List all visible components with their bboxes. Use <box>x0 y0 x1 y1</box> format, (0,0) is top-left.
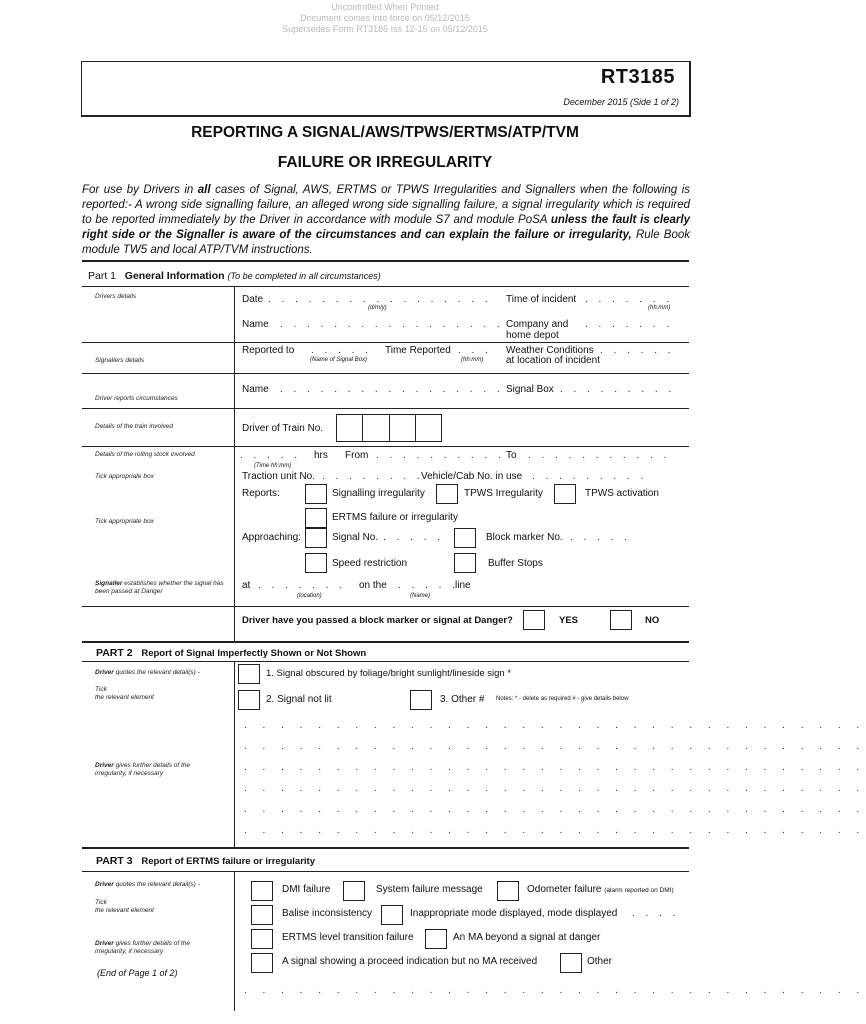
inappropriate-mode-checkbox[interactable] <box>381 905 403 925</box>
tpws-irregularity-checkbox[interactable] <box>436 484 458 504</box>
reported-to-label: Reported to <box>242 345 295 356</box>
form-code: RT3185 <box>600 66 675 88</box>
side-label-train-involved: Details of the train involved <box>95 423 174 430</box>
watermark-line-2: Document comes into force on 05/12/2015 <box>300 13 470 23</box>
time-of-incident-format: (hh:mm) <box>648 305 671 311</box>
tpws-irregularity-label: TPWS Irregularity <box>464 488 543 499</box>
driver-name-label: Name <box>242 319 269 330</box>
part2-details-line-2[interactable]: . . . . . . . . . . . . . . . . . . . . . . . . . . . . . . . . . . <box>244 741 866 752</box>
signal-box-label: Signal Box <box>506 384 554 395</box>
signalling-irregularity-checkbox[interactable] <box>305 484 327 504</box>
part2-details-line-3[interactable]: . . . . . . . . . . . . . . . . . . . . . . . . . . . . . . . . . . <box>244 762 866 773</box>
block-marker-field[interactable]: . . . . . <box>570 532 632 543</box>
side-label-rolling-stock: Details of the rolling stock involved <box>95 451 195 458</box>
part2-relevant-element: the relevant element <box>95 694 154 701</box>
side-label-drivers-details: Drivers details <box>95 293 137 300</box>
from-label: From <box>345 450 369 461</box>
part2-details-line-5[interactable]: . . . . . . . . . . . . . . . . . . . . . . . . . . . . . . . . . . <box>244 804 866 815</box>
reported-to-field[interactable]: . . . . . <box>311 345 373 356</box>
part2-bottom-rule <box>82 847 689 849</box>
part3-details-line-1[interactable]: . . . . . . . . . . . . . . . . . . . . . . . . . . . . . . . . . . <box>244 985 866 996</box>
time-reported-field[interactable]: . . . <box>458 345 492 356</box>
side-label-signaller-establishes: Signaller establishes whether the signal has been passed at Danger <box>95 580 224 595</box>
proceed-no-ma-label: A signal showing a proceed indication but no MA received <box>282 956 538 967</box>
company-field[interactable]: . . . . . . . <box>585 319 674 330</box>
passed-no-checkbox[interactable] <box>610 610 632 630</box>
signal-box-format: (Name of Signal Box) <box>310 357 368 363</box>
part2-driver-quotes: Driver quotes the relevant detail(s) - <box>95 669 200 676</box>
part1-rule-1 <box>82 342 689 343</box>
time-hrs-field[interactable]: . . . . . <box>240 450 302 461</box>
signalling-irregularity-label: Signalling irregularity <box>332 488 425 499</box>
watermark-line-3: Supersedes Form RT3185 Iss 12-15 on 05/12/2015 <box>282 24 488 34</box>
date-format-label: (d/m/y) <box>368 305 387 311</box>
block-marker-checkbox[interactable] <box>454 528 476 548</box>
part1-top-rule <box>82 260 689 262</box>
yes-label: YES <box>559 615 579 626</box>
part1-rule-2 <box>82 373 689 374</box>
balise-checkbox[interactable] <box>251 905 273 925</box>
train-number-box-1[interactable] <box>337 415 363 441</box>
time-of-incident-field[interactable]: . . . . . . . <box>585 294 674 305</box>
dmi-failure-label: DMI failure <box>282 884 331 895</box>
side-label-driver-reports: Driver reports circumstances <box>95 395 178 402</box>
home-depot-label: home depot <box>506 330 559 341</box>
name-format-label: (Name) <box>410 593 431 599</box>
intro-paragraph: For use by Drivers in all cases of Signal, AWS, ERTMS or TPWS Irregularities and Signallers when the following is reported:- A wrong side signalling failure, an alleged wrong side signalling failure, a signal irregularity which is required to be reported immediately by the Driver in accordance with module S7 and module PoSA unless the fault is clearly right side or the Signaller is aware of the circumstances and can explain the failure or irregularity, Rule Book module TW5 and local ATP/TVM instructions. <box>82 184 691 256</box>
time-reported-format: (hh:mm) <box>461 357 484 363</box>
part2-further-details: Driver gives further details of the irregularity, if necessary <box>95 762 191 777</box>
part2-details-line-6[interactable]: . . . . . . . . . . . . . . . . . . . . . . . . . . . . . . . . . . <box>244 825 866 836</box>
part1-divider <box>234 286 235 641</box>
part3-divider <box>234 871 235 1011</box>
vehicle-cab-field[interactable]: . . . . . . . . . <box>532 471 648 482</box>
passed-yes-checkbox[interactable] <box>523 610 545 630</box>
inappropriate-mode-label: Inappropriate mode displayed, mode displayed <box>410 908 618 919</box>
block-marker-label: Block marker No. <box>486 532 563 543</box>
location-format-label: (location) <box>297 593 322 599</box>
weather-location-label: at location of incident <box>506 355 600 366</box>
odometer-failure-label: Odometer failure (alarm reported on DMI) <box>527 884 674 895</box>
part3-heading-rule <box>82 871 689 872</box>
train-number-box-4[interactable] <box>416 415 441 441</box>
mode-displayed-field[interactable]: . . . . <box>632 908 680 919</box>
reports-label: Reports: <box>242 488 280 499</box>
form-date: December 2015 (Side 1 of 2) <box>563 97 679 107</box>
part3-tick-label: Tick <box>95 899 107 906</box>
part3-further-details: Driver gives further details of the irregularity, if necessary <box>95 940 191 955</box>
speed-restriction-checkbox[interactable] <box>305 553 327 573</box>
side-label-tick-1: Tick appropriate box <box>95 473 154 480</box>
buffer-stops-checkbox[interactable] <box>454 553 476 573</box>
part1-rule-4 <box>82 446 689 447</box>
part2-details-line-1[interactable]: . . . . . . . . . . . . . . . . . . . . . . . . . . . . . . . . . . <box>244 720 866 731</box>
train-number-box-3[interactable] <box>390 415 416 441</box>
to-label: To <box>506 450 517 461</box>
part1-rule-5 <box>82 606 689 607</box>
train-number-box-2[interactable] <box>363 415 389 441</box>
part1-rule-3 <box>82 408 689 409</box>
tpws-activation-checkbox[interactable] <box>554 484 576 504</box>
ertms-failure-label: ERTMS failure or irregularity <box>332 512 458 523</box>
balise-label: Balise inconsistency <box>282 908 373 919</box>
signal-box-field[interactable]: . . . . . . . . . <box>560 384 676 395</box>
other-ertms-checkbox[interactable] <box>560 953 582 973</box>
signal-no-label: Signal No. <box>332 532 379 543</box>
form-title-line-2: FAILURE OR IRREGULARITY <box>277 154 493 171</box>
part2-heading-rule <box>82 661 689 662</box>
part2-heading: PART 2 Report of Signal Imperfectly Shown or Not Shown <box>96 647 367 659</box>
buffer-stops-label: Buffer Stops <box>488 558 543 569</box>
approaching-label: Approaching: <box>242 532 301 543</box>
ma-beyond-signal-label: An MA beyond a signal at danger <box>453 932 601 943</box>
end-of-page-note: (End of Page 1 of 2) <box>97 968 178 978</box>
to-field[interactable]: . . . . . . . . . . . <box>528 450 671 461</box>
signal-not-lit-checkbox[interactable] <box>238 690 260 710</box>
traction-unit-field[interactable]: . . . . . . . . <box>322 471 424 482</box>
part3-relevant-element: the relevant element <box>95 907 154 914</box>
passed-danger-question: Driver have you passed a block marker or signal at Danger? <box>242 615 513 626</box>
system-failure-label: System failure message <box>376 884 483 895</box>
ertms-level-transition-label: ERTMS level transition failure <box>282 932 414 943</box>
signal-no-checkbox[interactable] <box>305 528 327 548</box>
vehicle-cab-label: Vehicle/Cab No. in use <box>421 471 523 482</box>
obscured-signal-label: 1. Signal obscured by foliage/bright sunlight/lineside sign * <box>266 668 512 679</box>
part2-tick-label: Tick <box>95 686 107 693</box>
side-label-signallers-details: Signallers details <box>95 357 145 364</box>
dmi-failure-checkbox[interactable] <box>251 881 273 901</box>
line-name-field[interactable]: . . . . . <box>398 580 460 591</box>
driver-name-field[interactable]: . . . . . . . . . . . . . . . . . <box>280 319 504 330</box>
hrs-label: hrs <box>314 450 328 461</box>
watermark-line-1: Uncontrolled When Printed <box>331 2 439 12</box>
other-label: 3. Other # <box>440 694 485 705</box>
at-label: at <box>242 580 251 591</box>
weather-label: Weather Conditions <box>506 345 594 356</box>
date-label: Date <box>242 294 264 305</box>
part1-heading-rule <box>82 286 689 287</box>
from-field[interactable]: . . . . . . . . . . <box>376 450 505 461</box>
speed-restriction-label: Speed restriction <box>332 558 408 569</box>
part2-divider <box>234 661 235 847</box>
signaller-name-label: Name <box>242 384 269 395</box>
odometer-failure-checkbox[interactable] <box>497 881 519 901</box>
date-field[interactable]: . . . . . . . . . . . . . . . . . <box>268 294 492 305</box>
traction-unit-label: Traction unit No. <box>242 471 315 482</box>
form-header-box <box>81 61 691 117</box>
time-of-incident-label: Time of incident <box>506 294 577 305</box>
train-number-boxes[interactable] <box>336 414 442 442</box>
on-the-label: on the <box>359 580 387 591</box>
time-reported-label: Time Reported <box>385 345 451 356</box>
obscured-signal-checkbox[interactable] <box>238 664 260 684</box>
time-format-label: (Time hh:mm) <box>254 463 292 469</box>
tpws-activation-label: TPWS activation <box>585 488 659 499</box>
signal-not-lit-label: 2. Signal not lit <box>266 694 332 705</box>
company-label: Company and <box>506 319 569 330</box>
signal-no-field[interactable]: . . . . . <box>383 532 445 543</box>
ertms-level-transition-checkbox[interactable] <box>251 929 273 949</box>
weather-field[interactable]: . . . . . . <box>600 345 675 356</box>
other-checkbox[interactable] <box>410 690 432 710</box>
part1-heading: Part 1 General Information (To be completed in all circumstances) <box>88 270 381 282</box>
part1-bottom-rule <box>82 641 689 643</box>
system-failure-checkbox[interactable] <box>343 881 365 901</box>
form-title-line-1: REPORTING A SIGNAL/AWS/TPWS/ERTMS/ATP/TVM <box>191 124 579 141</box>
part3-heading: PART 3 Report of ERTMS failure or irregularity <box>96 855 315 867</box>
part2-details-line-4[interactable]: . . . . . . . . . . . . . . . . . . . . . . . . . . . . . . . . . . <box>244 783 866 794</box>
location-field[interactable]: . . . . . . . <box>258 580 347 591</box>
part3-driver-quotes: Driver quotes the relevant detail(s) - <box>95 881 200 888</box>
notes-label: Notes: * - delete as required # - give details below <box>496 696 629 702</box>
ma-beyond-signal-checkbox[interactable] <box>425 929 447 949</box>
ertms-failure-checkbox[interactable] <box>305 508 327 528</box>
other-ertms-label: Other <box>587 956 613 967</box>
proceed-no-ma-checkbox[interactable] <box>251 953 273 973</box>
signaller-name-field[interactable]: . . . . . . . . . . . . . . . . . <box>280 384 504 395</box>
line-label: line <box>455 580 471 591</box>
side-label-tick-2: Tick appropriate box <box>95 518 154 525</box>
driver-of-train-label: Driver of Train No. <box>242 423 324 434</box>
no-label: NO <box>645 615 660 626</box>
